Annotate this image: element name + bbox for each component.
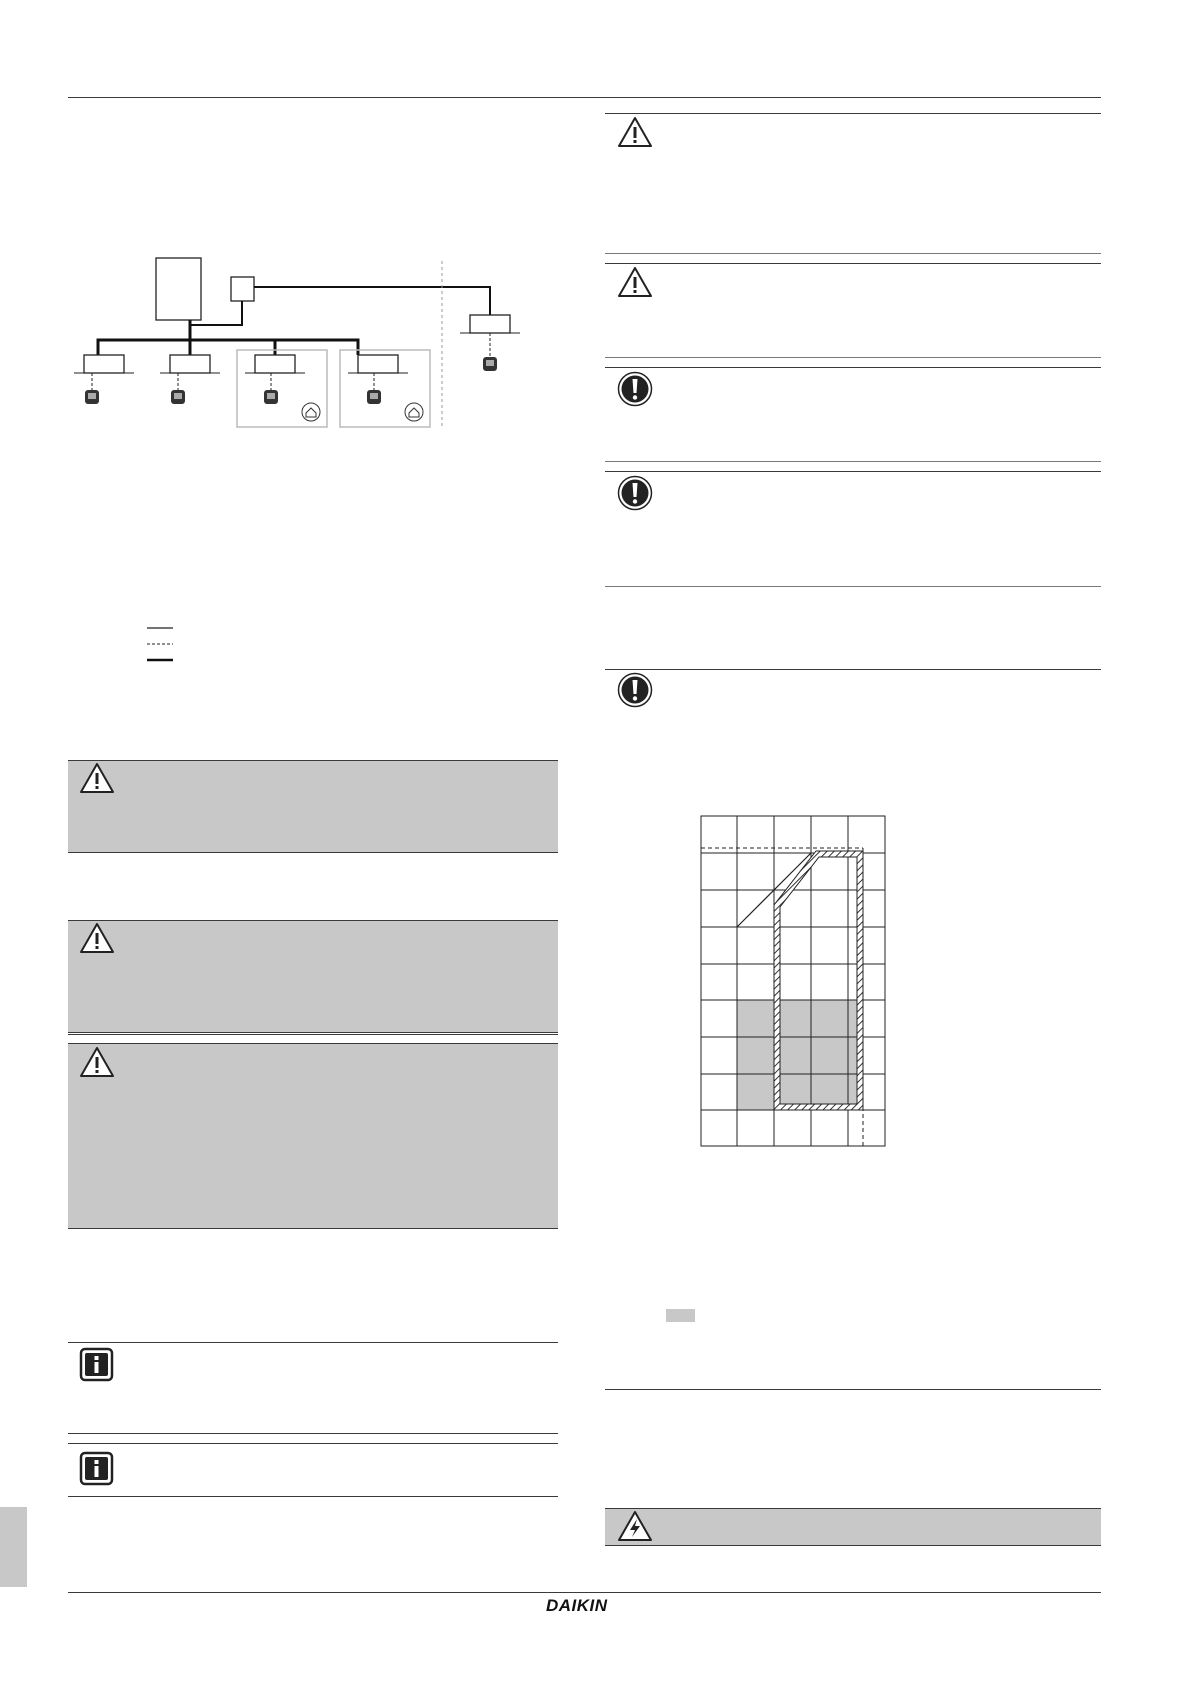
exclamation-circle-icon xyxy=(617,371,653,407)
exclamation-circle-icon xyxy=(617,672,653,708)
indoor-unit-3-group xyxy=(237,350,327,427)
indoor-unit-5 xyxy=(460,315,520,371)
electric-warning-icon xyxy=(617,1510,653,1542)
warning-triangle-icon xyxy=(79,762,115,794)
warning-triangle-icon xyxy=(617,116,653,148)
indoor-unit-2 xyxy=(160,355,220,404)
warning-triangle-icon xyxy=(79,1046,115,1078)
indoor-unit-4-group xyxy=(340,350,430,427)
grey-legend-swatch xyxy=(666,1309,695,1322)
operation-range-diagram xyxy=(700,815,890,1150)
electric-warning-box xyxy=(605,1508,1101,1545)
grey-region xyxy=(737,1000,861,1110)
warning-triangle-icon xyxy=(617,266,653,298)
warning-box-1 xyxy=(68,760,558,852)
exclamation-circle-icon xyxy=(617,475,653,511)
outdoor-unit xyxy=(156,258,201,320)
indoor-unit-1 xyxy=(74,355,134,404)
system-wiring-diagram xyxy=(70,255,530,430)
header-rule xyxy=(68,97,1101,98)
daikin-logo xyxy=(546,1596,628,1618)
warning-triangle-icon xyxy=(79,922,115,954)
line-legend xyxy=(145,625,175,665)
logo-text: DAIKIN xyxy=(546,1596,608,1615)
warning-box-3 xyxy=(68,1043,558,1228)
info-icon xyxy=(79,1347,114,1382)
side-tab xyxy=(0,1507,27,1587)
warning-box-2 xyxy=(68,920,558,1032)
refrigerant-long-line xyxy=(254,287,490,315)
info-icon xyxy=(79,1451,114,1486)
bs-box xyxy=(231,277,254,301)
